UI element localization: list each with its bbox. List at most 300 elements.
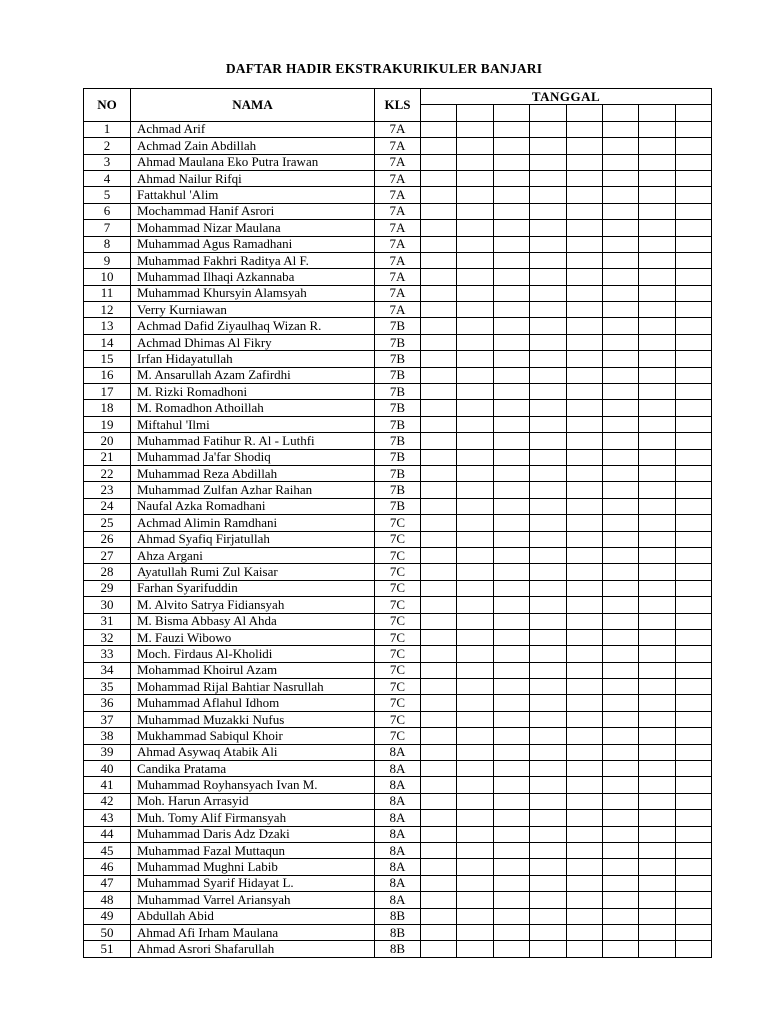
student-class: 7B [375,351,421,367]
attendance-cell [457,220,493,236]
attendance-cell [493,908,529,924]
attendance-cell [566,547,602,563]
table-row [84,793,712,809]
student-class: 8A [375,777,421,793]
attendance-cell [675,695,711,711]
attendance-cell [457,744,493,760]
student-class: 7A [375,154,421,170]
attendance-cell [421,121,457,137]
attendance-cell [421,728,457,744]
date-column-header [675,105,711,121]
attendance-cell [639,859,675,875]
attendance-cell [421,138,457,154]
attendance-cell [675,285,711,301]
attendance-cell [421,777,457,793]
attendance-cell [530,449,566,465]
attendance-cell [421,465,457,481]
attendance-cell [566,842,602,858]
table-row [84,580,712,596]
attendance-cell [493,498,529,514]
attendance-cell [639,465,675,481]
attendance-cell [421,662,457,678]
attendance-cell [675,597,711,613]
student-class: 8B [375,908,421,924]
attendance-cell [421,154,457,170]
row-number: 45 [84,842,131,858]
attendance-cell [493,121,529,137]
attendance-cell [421,744,457,760]
attendance-cell [530,892,566,908]
attendance-cell [602,564,638,580]
attendance-cell [566,941,602,957]
attendance-cell [602,203,638,219]
attendance-cell [602,646,638,662]
row-number: 44 [84,826,131,842]
attendance-cell [675,629,711,645]
attendance-cell [530,384,566,400]
table-row [84,252,712,268]
row-number: 7 [84,220,131,236]
student-class: 7A [375,252,421,268]
attendance-cell [675,334,711,350]
attendance-cell [493,416,529,432]
attendance-cell [602,252,638,268]
student-class: 7A [375,220,421,236]
date-column-header [457,105,493,121]
attendance-cell [493,728,529,744]
table-row [84,662,712,678]
attendance-cell [602,892,638,908]
student-name: M. Ansarullah Azam Zafirdhi [131,367,375,383]
attendance-cell [421,695,457,711]
attendance-cell [675,613,711,629]
student-name: Muhammad Fazal Muttaqun [131,842,375,858]
attendance-cell [493,892,529,908]
student-class: 7B [375,318,421,334]
attendance-cell [457,646,493,662]
attendance-cell [675,711,711,727]
attendance-cell [421,711,457,727]
attendance-cell [639,400,675,416]
attendance-cell [566,728,602,744]
student-name: Mukhammad Sabiqul Khoir [131,728,375,744]
attendance-cell [421,482,457,498]
student-name: Muhammad Aflahul Idhom [131,695,375,711]
attendance-cell [675,826,711,842]
attendance-cell [639,285,675,301]
attendance-cell [421,384,457,400]
attendance-cell [530,465,566,481]
attendance-cell [675,679,711,695]
attendance-cell [639,941,675,957]
row-number: 43 [84,810,131,826]
attendance-cell [493,744,529,760]
attendance-cell [530,826,566,842]
attendance-cell [493,679,529,695]
attendance-cell [493,662,529,678]
student-class: 7A [375,236,421,252]
attendance-cell [639,236,675,252]
attendance-cell [493,842,529,858]
table-row [84,433,712,449]
attendance-cell [457,252,493,268]
attendance-cell [457,597,493,613]
attendance-cell [493,875,529,891]
row-number: 20 [84,433,131,449]
attendance-cell [421,531,457,547]
attendance-cell [602,580,638,596]
table-row [84,547,712,563]
attendance-cell [602,597,638,613]
attendance-cell [639,744,675,760]
attendance-cell [493,384,529,400]
attendance-cell [421,941,457,957]
attendance-cell [602,613,638,629]
attendance-cell [457,892,493,908]
row-number: 16 [84,367,131,383]
attendance-cell [566,892,602,908]
attendance-cell [457,121,493,137]
attendance-cell [602,728,638,744]
table-row [84,564,712,580]
student-name: Muhammad Khursyin Alamsyah [131,285,375,301]
attendance-cell [675,875,711,891]
attendance-cell [530,629,566,645]
attendance-cell [530,482,566,498]
attendance-cell [493,351,529,367]
row-number: 32 [84,629,131,645]
attendance-cell [566,793,602,809]
attendance-cell [566,302,602,318]
attendance-cell [530,842,566,858]
table-row [84,875,712,891]
attendance-cell [566,121,602,137]
attendance-cell [493,203,529,219]
attendance-cell [639,547,675,563]
attendance-cell [566,384,602,400]
student-class: 8A [375,810,421,826]
attendance-cell [639,564,675,580]
attendance-cell [493,826,529,842]
attendance-cell [530,400,566,416]
attendance-cell [530,416,566,432]
attendance-cell [566,334,602,350]
attendance-cell [493,810,529,826]
attendance-cell [457,875,493,891]
table-row [84,941,712,957]
table-row [84,170,712,186]
attendance-cell [493,761,529,777]
attendance-cell [530,187,566,203]
attendance-cell [602,433,638,449]
student-class: 8B [375,941,421,957]
attendance-cell [457,351,493,367]
attendance-cell [530,580,566,596]
table-row [84,203,712,219]
attendance-cell [493,597,529,613]
attendance-cell [675,564,711,580]
attendance-cell [530,662,566,678]
attendance-cell [457,826,493,842]
row-number: 15 [84,351,131,367]
attendance-cell [457,613,493,629]
attendance-cell [566,367,602,383]
attendance-cell [566,810,602,826]
table-row [84,515,712,531]
attendance-cell [421,547,457,563]
student-name: Irfan Hidayatullah [131,351,375,367]
student-class: 7A [375,121,421,137]
attendance-cell [566,597,602,613]
attendance-cell [457,449,493,465]
table-row [84,154,712,170]
attendance-cell [675,924,711,940]
attendance-cell [493,220,529,236]
attendance-cell [675,580,711,596]
attendance-cell [493,400,529,416]
student-class: 7C [375,728,421,744]
attendance-cell [675,859,711,875]
attendance-cell [421,351,457,367]
attendance-cell [675,400,711,416]
attendance-cell [421,236,457,252]
attendance-cell [675,252,711,268]
attendance-cell [493,629,529,645]
header-nama: NAMA [131,89,375,122]
row-number: 8 [84,236,131,252]
attendance-cell [530,433,566,449]
attendance-cell [493,302,529,318]
row-number: 34 [84,662,131,678]
attendance-cell [639,761,675,777]
attendance-cell [457,761,493,777]
attendance-cell [421,908,457,924]
table-row [84,351,712,367]
attendance-cell [566,203,602,219]
attendance-cell [530,138,566,154]
student-class: 7C [375,629,421,645]
student-class: 7B [375,449,421,465]
row-number: 48 [84,892,131,908]
attendance-cell [530,777,566,793]
attendance-cell [421,859,457,875]
student-class: 8A [375,761,421,777]
attendance-cell [530,547,566,563]
attendance-cell [457,384,493,400]
student-name: Muhammad Mughni Labib [131,859,375,875]
table-row [84,384,712,400]
student-name: Mohammad Khoirul Azam [131,662,375,678]
student-class: 8A [375,793,421,809]
attendance-cell [457,777,493,793]
attendance-cell [493,777,529,793]
attendance-cell [530,711,566,727]
attendance-cell [602,941,638,957]
attendance-cell [602,302,638,318]
student-name: Fattakhul 'Alim [131,187,375,203]
attendance-cell [530,236,566,252]
attendance-cell [639,269,675,285]
attendance-cell [675,810,711,826]
attendance-cell [602,220,638,236]
attendance-cell [457,285,493,301]
attendance-cell [421,252,457,268]
student-name: Muhammad Daris Adz Dzaki [131,826,375,842]
attendance-cell [639,154,675,170]
attendance-cell [421,269,457,285]
student-name: Abdullah Abid [131,908,375,924]
attendance-cell [566,711,602,727]
attendance-cell [457,367,493,383]
attendance-cell [639,679,675,695]
attendance-cell [602,777,638,793]
attendance-cell [602,400,638,416]
attendance-cell [530,924,566,940]
attendance-cell [566,564,602,580]
attendance-table [83,88,712,958]
attendance-cell [602,924,638,940]
attendance-cell [421,597,457,613]
student-class: 7A [375,269,421,285]
attendance-cell [421,187,457,203]
attendance-cell [675,138,711,154]
attendance-cell [457,580,493,596]
student-class: 7C [375,531,421,547]
attendance-cell [602,629,638,645]
student-class: 8A [375,842,421,858]
attendance-cell [639,220,675,236]
row-number: 37 [84,711,131,727]
attendance-cell [530,597,566,613]
row-number: 50 [84,924,131,940]
student-class: 7C [375,662,421,678]
attendance-cell [457,465,493,481]
attendance-cell [639,695,675,711]
row-number: 30 [84,597,131,613]
attendance-cell [675,744,711,760]
attendance-cell [639,777,675,793]
table-row [84,842,712,858]
attendance-cell [675,367,711,383]
student-class: 7B [375,433,421,449]
attendance-cell [639,482,675,498]
attendance-cell [493,941,529,957]
attendance-cell [566,761,602,777]
attendance-cell [530,859,566,875]
attendance-cell [457,679,493,695]
row-number: 18 [84,400,131,416]
row-number: 29 [84,580,131,596]
attendance-cell [493,433,529,449]
attendance-cell [493,465,529,481]
attendance-cell [493,236,529,252]
attendance-cell [566,924,602,940]
attendance-cell [457,138,493,154]
student-class: 7C [375,695,421,711]
attendance-cell [493,367,529,383]
attendance-cell [639,597,675,613]
table-row [84,138,712,154]
table-row [84,302,712,318]
attendance-cell [457,170,493,186]
attendance-cell [675,449,711,465]
row-number: 14 [84,334,131,350]
attendance-cell [675,777,711,793]
student-name: Muhammad Reza Abdillah [131,465,375,481]
row-number: 10 [84,269,131,285]
table-row [84,285,712,301]
student-class: 8A [375,892,421,908]
attendance-cell [421,334,457,350]
attendance-cell [530,285,566,301]
attendance-cell [530,679,566,695]
attendance-cell [639,728,675,744]
attendance-cell [675,482,711,498]
attendance-cell [566,515,602,531]
attendance-cell [530,646,566,662]
row-number: 1 [84,121,131,137]
attendance-cell [566,138,602,154]
student-name: Verry Kurniawan [131,302,375,318]
attendance-cell [530,613,566,629]
table-row [84,269,712,285]
student-name: Ahmad Asrori Shafarullah [131,941,375,957]
student-name: Ahmad Nailur Rifqi [131,170,375,186]
attendance-cell [602,842,638,858]
attendance-cell [675,203,711,219]
attendance-cell [421,875,457,891]
attendance-cell [602,318,638,334]
table-row [84,826,712,842]
row-number: 40 [84,761,131,777]
student-class: 7B [375,416,421,432]
attendance-cell [530,302,566,318]
attendance-cell [421,449,457,465]
attendance-cell [675,515,711,531]
attendance-cell [457,629,493,645]
attendance-cell [602,498,638,514]
attendance-cell [493,859,529,875]
attendance-cell [602,138,638,154]
attendance-cell [421,433,457,449]
table-row [84,416,712,432]
student-name: Farhan Syarifuddin [131,580,375,596]
attendance-cell [602,662,638,678]
row-number: 38 [84,728,131,744]
attendance-cell [457,941,493,957]
attendance-cell [602,482,638,498]
table-row [84,121,712,137]
date-column-header [566,105,602,121]
attendance-cell [530,203,566,219]
attendance-cell [675,433,711,449]
attendance-cell [675,302,711,318]
attendance-cell [639,646,675,662]
attendance-cell [421,793,457,809]
table-row [84,531,712,547]
student-name: Achmad Alimin Ramdhani [131,515,375,531]
attendance-cell [675,498,711,514]
attendance-cell [421,892,457,908]
attendance-cell [493,170,529,186]
table-row [84,695,712,711]
attendance-cell [421,318,457,334]
attendance-cell [421,761,457,777]
attendance-cell [566,318,602,334]
row-number: 51 [84,941,131,957]
attendance-cell [602,154,638,170]
attendance-cell [566,875,602,891]
